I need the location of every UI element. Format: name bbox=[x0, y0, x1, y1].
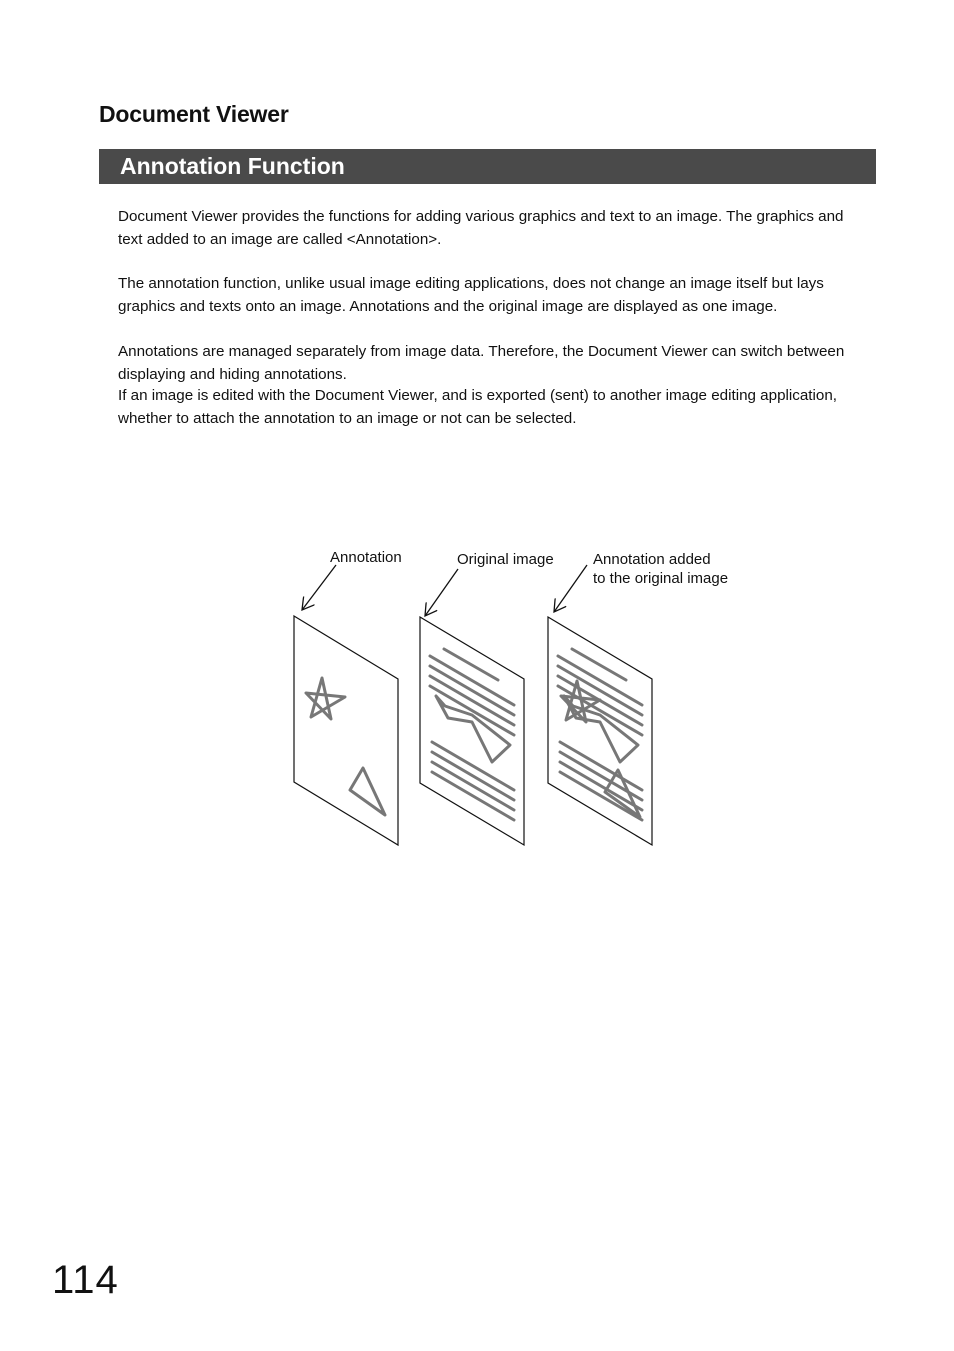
label-original-image: Original image bbox=[457, 551, 554, 568]
arrow-original-image bbox=[425, 569, 458, 616]
label-annotation: Annotation bbox=[330, 549, 402, 566]
paragraph-export: If an image is edited with the Document Viewer, and is exported (sent) to another image editing application, whether to attach the annotation to an image or not can be selected. bbox=[118, 387, 838, 427]
paragraph-intro: Document Viewer provides the functions for adding various graphics and text to an image. The graphics and text added to an image are called <Annotation>. bbox=[118, 208, 844, 248]
section-banner bbox=[99, 149, 876, 184]
annotation-diagram bbox=[280, 540, 760, 860]
combined-sheet bbox=[548, 617, 652, 845]
section-title: Document Viewer bbox=[99, 101, 289, 127]
arrow-combined bbox=[554, 565, 587, 612]
page-number: 114 bbox=[52, 1258, 119, 1302]
paragraph-managed: Annotations are managed separately from image data. Therefore, the Document Viewer can switch between displaying and hiding annotations. bbox=[118, 343, 845, 383]
original-image-sheet bbox=[420, 617, 524, 845]
arrow-annotation bbox=[302, 565, 336, 610]
paragraph-overlay: The annotation function, unlike usual image editing applications, does not change an image itself but lays graphics and texts onto an image. Annotations and the original image are displayed as one image. bbox=[118, 275, 824, 315]
label-combined-line1: Annotation added bbox=[593, 551, 711, 568]
banner-title: Annotation Function bbox=[120, 153, 345, 179]
label-combined-line2: to the original image bbox=[593, 570, 729, 587]
annotation-sheet bbox=[294, 616, 398, 845]
